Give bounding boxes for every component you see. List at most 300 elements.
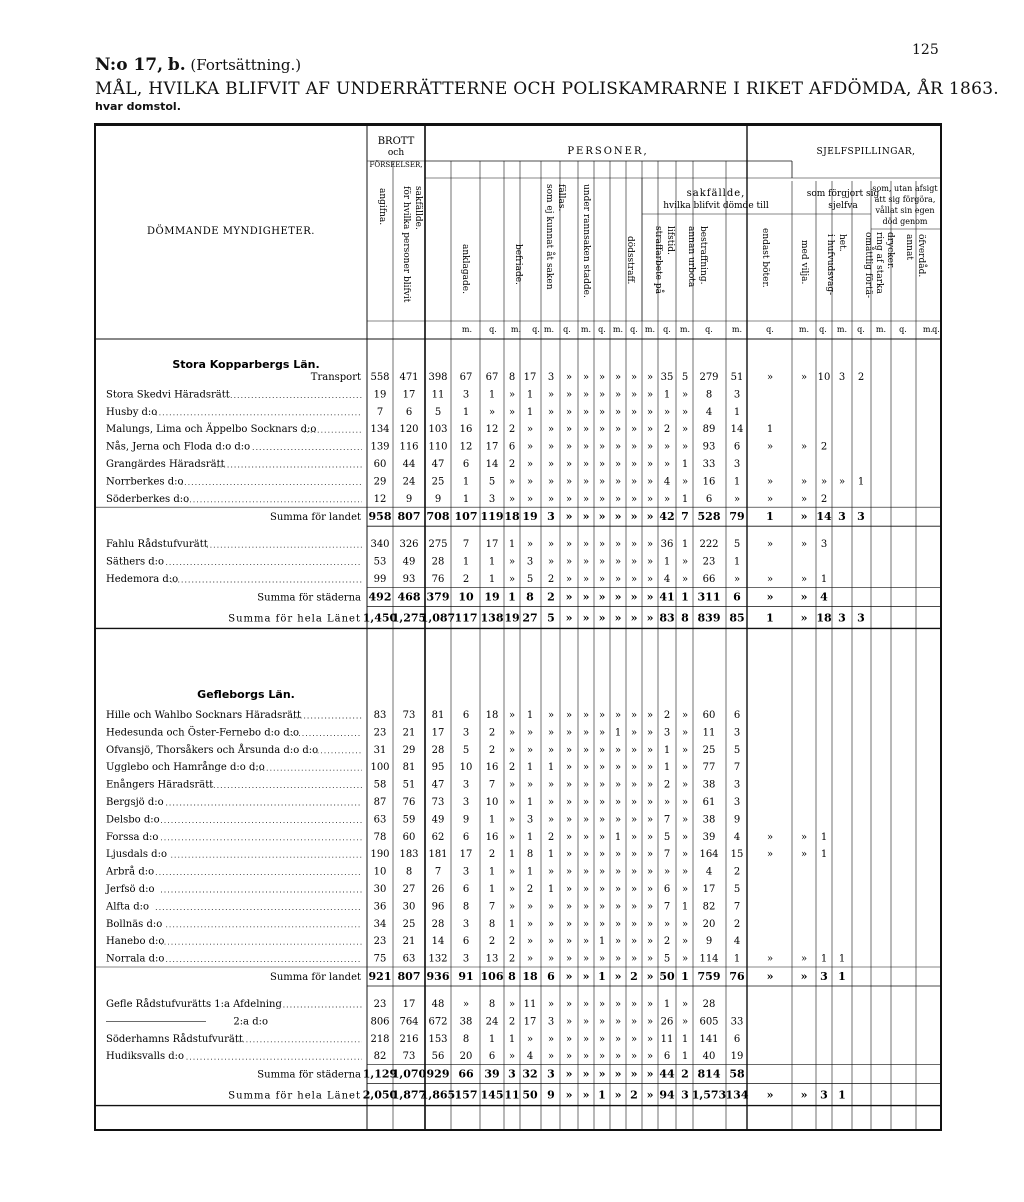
- table-cell: »: [547, 936, 555, 948]
- table-cell: »: [582, 884, 590, 895]
- table-cell: 3: [681, 1088, 689, 1102]
- table-cell: 3: [838, 611, 846, 625]
- table-cell: »: [508, 476, 516, 488]
- column-header: dödsstraff.: [625, 236, 635, 285]
- column-header: anklagade.: [460, 244, 470, 294]
- table-letter: b.: [167, 55, 186, 75]
- table-cell: »: [547, 389, 555, 401]
- table-cell: 2: [547, 590, 555, 604]
- table-cell: 83: [659, 611, 675, 625]
- table-cell: »: [598, 849, 606, 861]
- table-cell: »: [614, 936, 622, 948]
- table-cell: »: [565, 574, 573, 585]
- table-cell: 78: [373, 831, 387, 843]
- table-cell: 7: [488, 779, 496, 791]
- table-cell: »: [681, 556, 689, 568]
- column-header: i hufvudsvag-: [825, 234, 835, 296]
- table-cell: 1,573: [691, 1088, 727, 1102]
- page-number: 125: [912, 42, 939, 58]
- table-cell: 30: [373, 884, 387, 895]
- table-cell: 7: [663, 849, 671, 861]
- table-cell: »: [526, 744, 534, 756]
- column-header: omåttlig förtä-: [863, 232, 873, 299]
- table-cell: »: [681, 797, 689, 808]
- table-cell: 19: [484, 590, 500, 604]
- table-cell: 2: [547, 831, 555, 843]
- table-cell: 16: [702, 476, 716, 488]
- column-header: under rannsaken stadde.: [581, 184, 591, 298]
- table-cell: 2: [733, 918, 741, 930]
- table-cell: »: [462, 999, 470, 1010]
- table-cell: 3: [526, 556, 534, 568]
- table-cell: 3: [488, 493, 496, 505]
- table-cell: 134: [370, 424, 390, 436]
- table-cell: »: [582, 744, 590, 756]
- table-cell: 9: [405, 493, 413, 505]
- table-cell: »: [565, 1051, 573, 1063]
- table-cell: 28: [431, 918, 445, 930]
- m-label: m.: [731, 325, 743, 334]
- table-cell: »: [598, 372, 606, 383]
- table-cell: 2: [820, 493, 828, 505]
- table-cell: 14: [431, 936, 445, 948]
- table-cell: 19: [504, 611, 520, 625]
- table-cell: 6: [733, 441, 741, 453]
- table-cell: »: [598, 424, 606, 436]
- table-cell: 60: [702, 710, 716, 721]
- table-cell: 3: [508, 1067, 516, 1081]
- table-row-name: Ugglebo och Hamrånge d:o d:o: [106, 762, 265, 774]
- table-cell: »: [565, 744, 573, 756]
- table-cell: 1: [857, 476, 865, 488]
- table-cell: 5: [733, 884, 741, 895]
- table-cell: »: [646, 797, 654, 808]
- table-cell: »: [565, 459, 573, 470]
- table-cell: 107: [454, 510, 478, 524]
- table-cell: 528: [697, 510, 721, 524]
- table-cell: »: [598, 1067, 606, 1081]
- table-cell: »: [565, 970, 573, 983]
- table-cell: 1: [488, 814, 496, 826]
- table-cell: »: [598, 901, 606, 913]
- table-cell: »: [582, 372, 590, 383]
- table-cell: 21: [402, 727, 416, 739]
- table-cell: 35: [660, 372, 674, 383]
- table-cell: »: [630, 1067, 638, 1081]
- table-cell: »: [766, 539, 774, 551]
- table-cell: »: [582, 441, 590, 453]
- table-cell: »: [598, 406, 606, 418]
- table-cell: 10: [817, 372, 831, 383]
- table-row-name: Hanebo d:o: [106, 936, 165, 948]
- table-cell: 1: [614, 831, 622, 843]
- table-cell: »: [582, 831, 590, 843]
- table-cell: »: [565, 1067, 573, 1081]
- table-cell: »: [547, 744, 555, 756]
- table-cell: 2: [663, 936, 671, 948]
- table-cell: 17: [523, 1016, 537, 1028]
- table-cell: 139: [370, 441, 390, 453]
- table-cell: »: [508, 744, 516, 756]
- table-cell: 58: [373, 779, 387, 791]
- table-cell: »: [663, 866, 671, 878]
- q-label: q.: [563, 325, 571, 334]
- table-cell: 5: [462, 744, 470, 756]
- table-cell: 1,877: [391, 1088, 427, 1102]
- table-cell: 19: [522, 510, 538, 524]
- table-cell: »: [614, 884, 622, 895]
- table-cell: »: [681, 406, 689, 418]
- table-cell: »: [508, 406, 516, 418]
- page-subtitle: hvar domstol.: [95, 100, 181, 113]
- table-cell: »: [646, 574, 654, 585]
- column-header: fällas.: [556, 184, 566, 212]
- table-cell: 73: [402, 1051, 416, 1063]
- table-number: [95, 55, 301, 75]
- table-cell: 1: [488, 1033, 496, 1045]
- table-cell: »: [598, 814, 606, 826]
- table-cell: 132: [428, 953, 448, 965]
- table-cell: 2: [663, 779, 671, 791]
- table-cell: »: [582, 476, 590, 488]
- table-cell: »: [582, 611, 590, 625]
- table-cell: 14: [730, 424, 744, 436]
- table-cell: »: [766, 493, 774, 505]
- table-cell: 100: [370, 762, 390, 774]
- table-cell: 672: [428, 1016, 448, 1028]
- table-cell: 33: [702, 459, 716, 470]
- table-cell: 79: [729, 510, 745, 524]
- table-cell: 8: [526, 590, 534, 604]
- table-cell: 1: [820, 953, 828, 965]
- table-cell: 5: [663, 953, 671, 965]
- table-cell: 398: [428, 372, 448, 383]
- table-cell: 2,050: [362, 1088, 398, 1102]
- brott-header: BROTT: [377, 136, 415, 147]
- table-cell: 28: [702, 999, 716, 1010]
- table-cell: »: [630, 1016, 638, 1028]
- table-cell: »: [565, 1088, 573, 1102]
- table-cell: »: [646, 1033, 654, 1045]
- table-cell: »: [547, 539, 555, 551]
- table-cell: 311: [697, 590, 721, 604]
- table-cell: »: [582, 727, 590, 739]
- table-cell: »: [582, 493, 590, 505]
- table-cell: 17: [702, 884, 716, 895]
- table-cell: »: [598, 797, 606, 808]
- table-cell: 10: [485, 797, 499, 808]
- total-row-label: Summa för hela Länet: [228, 613, 361, 625]
- table-cell: »: [598, 611, 606, 625]
- table-cell: »: [646, 389, 654, 401]
- table-cell: 11: [431, 389, 445, 401]
- table-cell: »: [582, 510, 590, 524]
- table-cell: »: [547, 797, 555, 808]
- table-cell: »: [614, 762, 622, 774]
- table-cell: 1: [462, 476, 470, 488]
- table-cell: 6: [733, 590, 741, 604]
- column-header: befriade.: [513, 244, 523, 285]
- table-row-name: Säthers d:o: [106, 556, 165, 568]
- table-cell: 759: [697, 970, 721, 983]
- table-cell: 6: [663, 1051, 671, 1063]
- table-cell: 3: [733, 389, 741, 401]
- table-cell: »: [800, 970, 808, 983]
- table-cell: »: [630, 476, 638, 488]
- table-cell: »: [646, 936, 654, 948]
- table-cell: 5: [434, 406, 442, 418]
- table-cell: 1: [526, 866, 534, 878]
- table-cell: »: [565, 901, 573, 913]
- table-cell: 83: [373, 710, 387, 721]
- table-cell: 379: [426, 590, 450, 604]
- table-cell: 117: [454, 611, 478, 625]
- table-cell: 48: [431, 999, 445, 1010]
- table-cell: »: [598, 831, 606, 843]
- table-cell: »: [565, 389, 573, 401]
- table-cell: »: [614, 999, 622, 1010]
- table-cell: 63: [373, 814, 387, 826]
- table-row-name: Hedemora d:o: [106, 574, 179, 585]
- table-cell: 18: [816, 611, 832, 625]
- table-cell: »: [800, 574, 808, 585]
- table-cell: »: [582, 539, 590, 551]
- table-row-name: Nås, Jerna och Floda d:o d:o: [106, 441, 251, 453]
- table-cell: 2: [526, 884, 534, 895]
- table-cell: »: [526, 727, 534, 739]
- table-cell: 23: [373, 999, 387, 1010]
- table-cell: »: [663, 493, 671, 505]
- table-cell: 1: [733, 556, 741, 568]
- table-cell: »: [508, 1051, 516, 1063]
- table-cell: 8: [488, 999, 496, 1010]
- table-cell: 66: [702, 574, 716, 585]
- table-cell: 6: [462, 459, 470, 470]
- table-cell: »: [614, 590, 622, 604]
- table-cell: »: [547, 918, 555, 930]
- table-cell: 1: [598, 970, 606, 983]
- continuation-note: (Fortsättning.): [190, 56, 302, 74]
- table-cell: 7: [376, 406, 384, 418]
- table-cell: »: [598, 918, 606, 930]
- table-cell: 2: [820, 441, 828, 453]
- table-cell: »: [582, 1016, 590, 1028]
- table-cell: 1: [488, 884, 496, 895]
- column-header: drycker.: [885, 232, 895, 270]
- table-cell: »: [582, 389, 590, 401]
- table-cell: »: [582, 574, 590, 585]
- table-cell: 3: [857, 510, 865, 524]
- table-cell: »: [681, 710, 689, 721]
- table-cell: »: [565, 493, 573, 505]
- table-cell: 47: [431, 459, 445, 470]
- table-cell: »: [547, 727, 555, 739]
- table-cell: »: [526, 936, 534, 948]
- table-cell: »: [582, 1051, 590, 1063]
- table-cell: 38: [459, 1016, 473, 1028]
- table-cell: »: [526, 476, 534, 488]
- table-cell: »: [630, 918, 638, 930]
- personer-header: PERSONER,: [567, 146, 649, 157]
- table-cell: »: [598, 459, 606, 470]
- table-cell: »: [598, 441, 606, 453]
- brott-header-och: och: [387, 148, 405, 158]
- table-cell: »: [766, 372, 774, 383]
- table-cell: 1: [681, 493, 689, 505]
- table-cell: »: [508, 389, 516, 401]
- table-cell: 3: [462, 727, 470, 739]
- table-cell: 25: [702, 744, 716, 756]
- table-cell: 1: [547, 849, 555, 861]
- table-cell: 1: [547, 762, 555, 774]
- table-cell: 12: [485, 424, 499, 436]
- table-cell: 1: [681, 1051, 689, 1063]
- table-cell: »: [614, 389, 622, 401]
- table-cell: »: [800, 1088, 808, 1102]
- table-cell: »: [663, 918, 671, 930]
- table-cell: »: [663, 406, 671, 418]
- table-cell: 73: [431, 797, 445, 808]
- table-cell: 1: [598, 1088, 606, 1102]
- table-cell: 1: [820, 849, 828, 861]
- table-cell: »: [598, 779, 606, 791]
- table-cell: »: [766, 441, 774, 453]
- table-cell: »: [630, 493, 638, 505]
- table-cell: »: [681, 831, 689, 843]
- page-title: MÅL, HVILKA BLIFVIT AF UNDERRÄTTERNE OCH POLISKAMRARNE I RIKET AFDÖMDA, ÅR 1863.: [95, 79, 1000, 99]
- table-cell: »: [766, 953, 774, 965]
- table-cell: 1: [526, 710, 534, 721]
- table-cell: »: [598, 510, 606, 524]
- q-label: q.: [532, 325, 540, 334]
- column-header: för hvilka personer blifvit: [401, 186, 411, 303]
- table-cell: 82: [702, 901, 716, 913]
- table-cell: 33: [730, 1016, 744, 1028]
- table-cell: »: [663, 459, 671, 470]
- table-cell: 1: [508, 539, 516, 551]
- table-row-name: Fahlu Rådstufvurätt: [106, 539, 208, 551]
- table-cell: »: [582, 459, 590, 470]
- table-cell: 119: [480, 510, 504, 524]
- table-cell: »: [681, 744, 689, 756]
- table-cell: »: [582, 797, 590, 808]
- table-cell: 1: [614, 727, 622, 739]
- table-cell: »: [565, 611, 573, 625]
- table-row-name: Enångers Häradsrätt: [106, 779, 214, 791]
- table-cell: 39: [484, 1067, 500, 1081]
- table-cell: »: [582, 918, 590, 930]
- summary-row-label: Summa för städerna: [257, 1069, 361, 1081]
- table-cell: »: [630, 510, 638, 524]
- table-cell: »: [646, 611, 654, 625]
- table-cell: »: [681, 424, 689, 436]
- table-number-label: N:o 17,: [95, 55, 164, 75]
- table-cell: 1: [462, 556, 470, 568]
- table-cell: 67: [485, 372, 499, 383]
- table-cell: »: [630, 1033, 638, 1045]
- table-cell: »: [614, 424, 622, 436]
- table-row-name: Transport: [310, 372, 361, 383]
- table-cell: »: [614, 1033, 622, 1045]
- table-cell: 106: [480, 970, 504, 983]
- table-cell: 17: [402, 999, 416, 1010]
- table-cell: 38: [702, 814, 716, 826]
- table-cell: 32: [522, 1067, 538, 1081]
- table-cell: 29: [373, 476, 387, 488]
- table-cell: »: [508, 574, 516, 585]
- table-cell: 8: [508, 372, 516, 383]
- table-cell: »: [614, 866, 622, 878]
- table-cell: 8: [508, 970, 516, 983]
- table-cell: 141: [699, 1033, 719, 1045]
- table-cell: »: [630, 611, 638, 625]
- table-cell: »: [614, 849, 622, 861]
- table-cell: 94: [659, 1088, 675, 1102]
- table-cell: 3: [526, 814, 534, 826]
- table-cell: 6: [462, 831, 470, 843]
- table-cell: 183: [399, 849, 419, 861]
- table-cell: »: [630, 884, 638, 895]
- table-cell: »: [565, 849, 573, 861]
- table-cell: »: [547, 901, 555, 913]
- m-label: m.: [836, 325, 848, 334]
- table-row-name: Grangärdes Häradsrätt: [106, 459, 225, 470]
- table-cell: »: [526, 901, 534, 913]
- table-cell: 60: [402, 831, 416, 843]
- table-cell: »: [800, 590, 808, 604]
- table-cell: »: [508, 866, 516, 878]
- table-cell: 15: [730, 849, 744, 861]
- statistics-table: [94, 123, 942, 1131]
- table-cell: 958: [368, 510, 392, 524]
- table-cell: »: [598, 1033, 606, 1045]
- sjelfspillingar-header: SJELFSPILLINGAR,: [816, 147, 916, 157]
- table-cell: 81: [402, 762, 416, 774]
- table-cell: »: [565, 556, 573, 568]
- table-cell: 81: [431, 710, 445, 721]
- table-cell: 34: [373, 918, 387, 930]
- table-cell: 26: [660, 1016, 674, 1028]
- table-cell: 5: [663, 831, 671, 843]
- table-cell: 28: [431, 744, 445, 756]
- table-row-name: Alfta d:o: [106, 901, 150, 913]
- table-cell: »: [630, 831, 638, 843]
- table-cell: »: [766, 476, 774, 488]
- table-cell: »: [681, 814, 689, 826]
- table-cell: 20: [702, 918, 716, 930]
- table-cell: »: [663, 797, 671, 808]
- table-cell: 1: [488, 389, 496, 401]
- table-cell: 18: [504, 510, 520, 524]
- table-row-name: Delsbo d:o: [106, 814, 160, 826]
- table-row-name: Bergsjö d:o: [106, 797, 164, 808]
- table-cell: 6: [508, 441, 516, 453]
- table-cell: 73: [402, 710, 416, 721]
- table-cell: 1: [663, 744, 671, 756]
- table-cell: 1,450: [362, 611, 398, 625]
- table-cell: 17: [402, 389, 416, 401]
- q-label: q.: [899, 325, 907, 334]
- table-cell: 1: [526, 389, 534, 401]
- table-cell: 5: [733, 539, 741, 551]
- table-cell: »: [646, 406, 654, 418]
- table-cell: »: [508, 797, 516, 808]
- table-cell: 59: [402, 814, 416, 826]
- table-cell: 6: [733, 1033, 741, 1045]
- table-cell: 50: [522, 1088, 538, 1102]
- table-cell: »: [565, 884, 573, 895]
- table-cell: 1: [820, 831, 828, 843]
